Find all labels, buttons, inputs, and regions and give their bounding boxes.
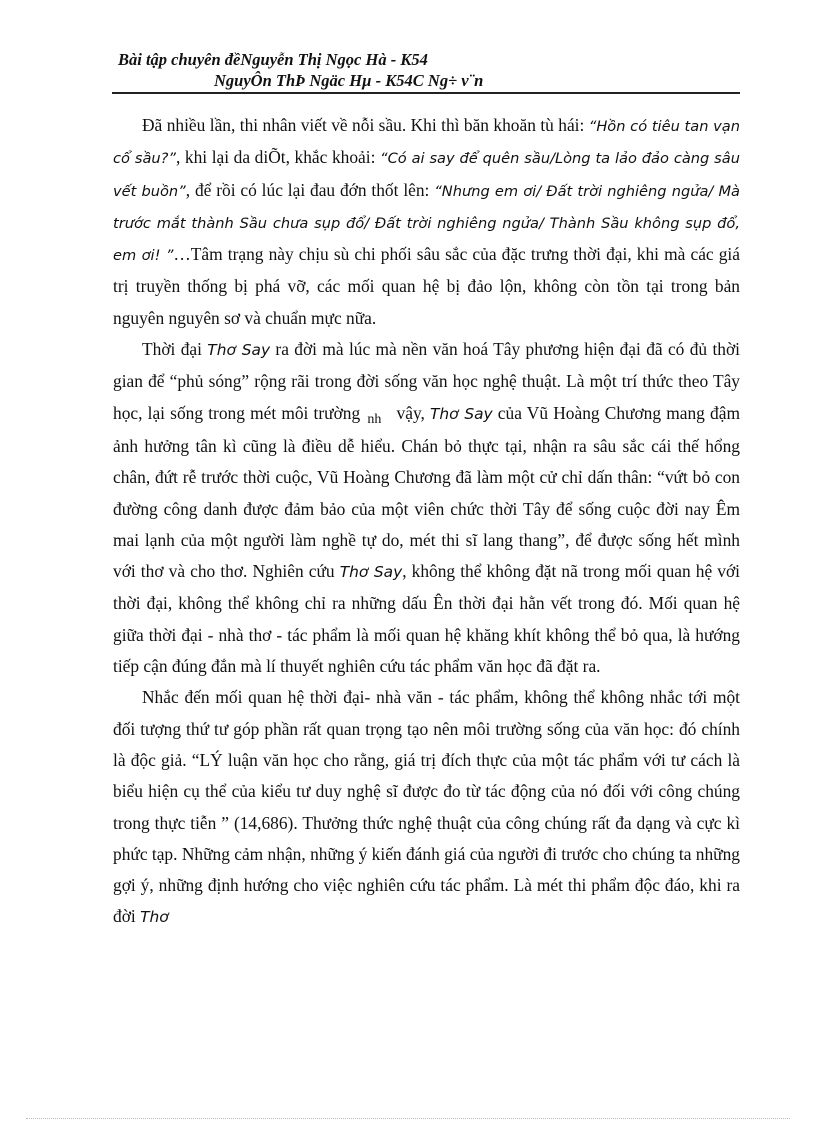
styled-run: Thơ Say xyxy=(430,404,493,423)
header-line-1: Bài tập chuyên đềNguyễn Thị Ngọc Hà - K54 xyxy=(118,50,428,69)
text-run: , để rồi có lúc lại đau đớn thốt lên: xyxy=(185,179,435,200)
styled-run: nh xyxy=(367,411,382,427)
text-run: của Vũ Hoàng Chương mang đậm ảnh hưởng tân kì cũng là điều dễ hiểu. Chán bỏ thực tại, nhận ra sâu sắc cái thế hổng chân, đứt rễ trước thời cuộc, Vũ Hoàng Chương đã làm một cử chỉ dấn thân: “vứt bỏ con đường công danh được đảm bảo của một viên chức thời Tây để sống cuộc đời nay Êm mai lạnh của một người làm nghề tự do, mét thi sĩ lang thang”, để được sống hết mình với thơ và cho thơ. Nghiên cứu xyxy=(113,402,740,582)
text-run: Nhắc đến mối quan hệ thời đại- nhà văn - tác phẩm, không thể không nhắc tới một đối tượng thứ tư góp phần rất quan trọng tạo nên môi trường sống của văn học: đó chính là độc giả. “LÝ luận văn học cho rằng, giá trị đích thực của một tác phẩm với tư cách là biểu hiện cụ thể của kiểu tư duy nghệ sĩ được đo từ tác động của nó đối với công chúng trong thực tiễn ” (14,686). Thưởng thức nghệ thuật của công chúng rất đa dạng và cực kì phức tạp. Những cảm nhận, những ý kiến đánh giá của người đi trước cho chúng ta những gợi ý, những định hướng cho việc nghiên cứu tác phẩm. Là mét thi phẩm độc đáo, khi ra đời xyxy=(113,687,740,927)
styled-run: “Nhưng em ơi/ Đất trời nghiêng ngửa/ Mà trước mắt thành Sầu chưa sụp đổ/ Đất trời nghiêng ngửa/ Thành Sầu không sụp đổ, em ơi! ” xyxy=(113,182,740,265)
styled-run: Thơ Say xyxy=(207,341,271,360)
text-run: …Tâm trạng này chịu sù chi phối sâu sắc của đặc trưng thời đại, khi mà các giá trị truyền thống bị phá vỡ, các mối quan hệ bị đảo lộn, không còn tồn tại trong bản nguyên nguyên sơ và chuẩn mực nữa. xyxy=(113,244,740,328)
paragraph-2 xyxy=(113,334,740,682)
text-run: vậy, xyxy=(391,402,431,423)
paragraph-3 xyxy=(113,682,740,933)
page-bottom-dotted-line xyxy=(26,1118,790,1119)
styled-run: “Có ai say để quên sầu/Lòng ta lảo đảo càng sâu vết buồn” xyxy=(113,150,740,200)
text-run: , không thể không đặt nã trong mối quan hệ với thời đại, không thể không chỉ ra những dấu Ên thời đại hằn vết trong đó. Mối quan hệ giữa thời đại - nhà thơ - tác phẩm là mối quan hệ khăng khít không thể bỏ qua, là hướng tiếp cận đúng đắn mà lí thuyết nghiên cứu tác phẩm văn học đã đặt ra. xyxy=(113,561,740,677)
header-line-2: NguyÔn ThÞ Ngäc Hµ - K54C Ng÷ v¨n xyxy=(214,71,484,90)
text-run: Thời đại xyxy=(142,339,208,360)
text-run: ra đời mà lúc mà nền văn hoá Tây phương hiện đại đã có đủ thời gian để “phủ sóng” rộng rãi trong đời sống văn học nghệ thuật. Là một trí thức theo Tây học, lại sống trong mét môi trường xyxy=(113,339,740,423)
header-divider xyxy=(112,92,740,94)
styled-run: Thơ Say xyxy=(339,563,403,582)
text-run: , khi lại da diÕt, khắc khoải: xyxy=(175,147,381,168)
paragraph-1 xyxy=(113,110,740,334)
document-body xyxy=(113,110,740,934)
text-run: Đã nhiều lần, thi nhân viết về nỗi sầu. Khi thì băn khoăn tù hái: xyxy=(142,115,589,135)
styled-run: Thơ xyxy=(140,908,169,927)
styled-run: “Hồn có tiêu tan vạn cổ sầu?” xyxy=(113,118,740,168)
running-header xyxy=(118,50,740,94)
